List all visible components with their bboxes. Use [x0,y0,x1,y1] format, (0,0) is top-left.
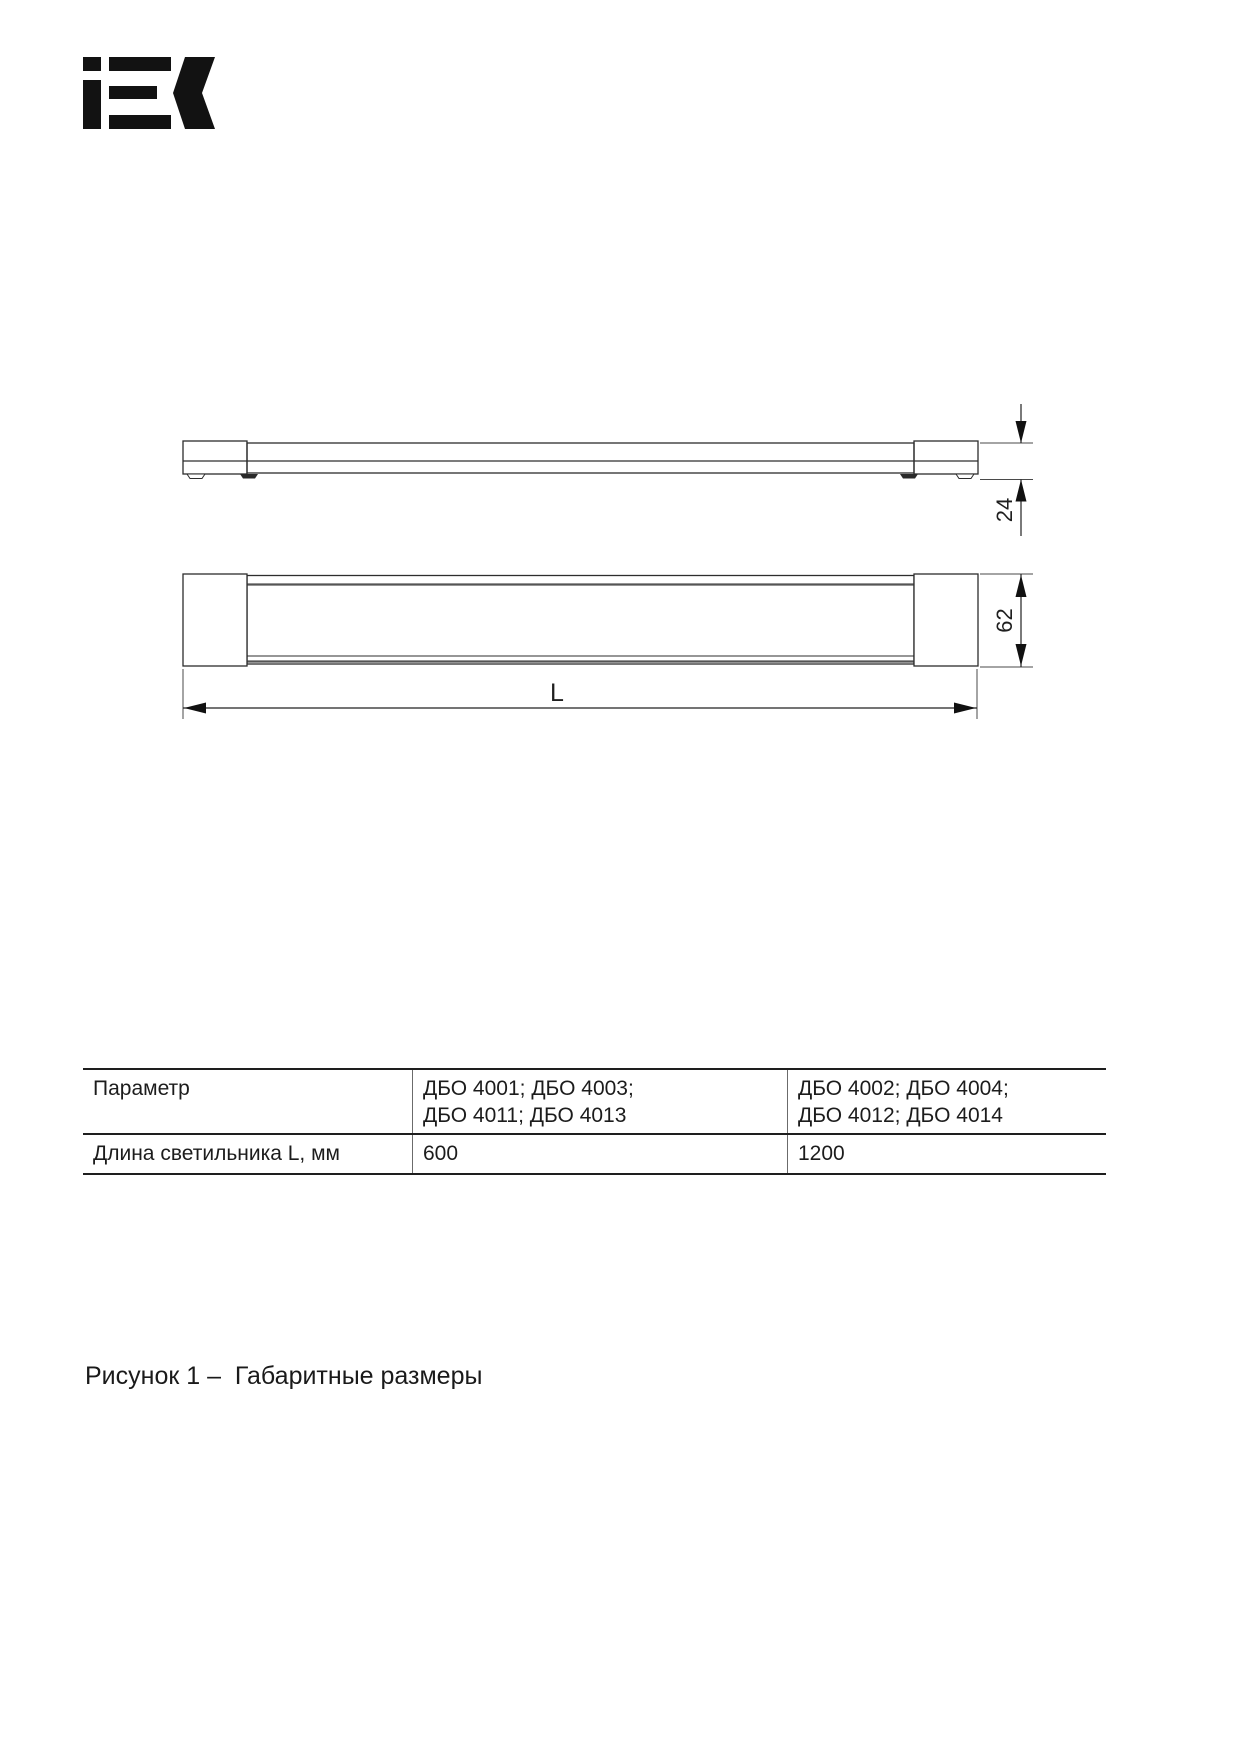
side-view [183,441,978,479]
front-view-body [247,576,914,665]
table-header-group2 [787,1070,1106,1133]
table-header-param: Параметр [93,1077,190,1100]
side-view-left-cap [183,441,247,474]
table-header-group1 [412,1070,787,1133]
table-row [83,1135,1106,1173]
dimension-24 [980,404,1033,536]
side-view-right-cap [914,441,978,474]
table-header-group1-line2: ДБО 4011; ДБО 4013 [423,1104,627,1127]
arrow-up-62 [1016,575,1027,597]
table-header-group1-line1: ДБО 4001; ДБО 4003; [423,1077,634,1100]
figure-caption: Рисунок 1 – Габаритные размеры [85,1362,483,1390]
front-view-left-cap [183,574,247,666]
mount-clip-left-outer [187,474,205,479]
dimension-62 [980,574,1033,667]
arrow-up-24 [1016,480,1027,502]
dimension-drawing [0,0,1239,790]
table-header-group2-line2: ДБО 4012; ДБО 4014 [798,1104,1003,1127]
arrow-down-24 [1016,421,1027,443]
mount-clip-right-inner [900,474,918,479]
dim-label-L: L [550,679,564,707]
side-view-body [247,443,914,473]
front-view [183,574,978,666]
dimension-L [183,669,977,719]
front-view-right-cap [914,574,978,666]
mount-clip-right-outer [956,474,974,479]
table-header-row [83,1070,1106,1135]
param-value-cell-long: 1200 [787,1135,1106,1173]
dim-label-24: 24 [992,497,1017,523]
arrow-down-62 [1016,644,1027,666]
table-header-group2-line1: ДБО 4002; ДБО 4004; [798,1077,1009,1100]
mount-clip-left-inner [240,474,258,479]
parameters-table [83,1068,1106,1175]
arrow-right-L [954,703,976,714]
dim-label-62: 62 [992,608,1017,633]
param-name-cell: Длина светильника L, мм [93,1142,340,1165]
arrow-left-L [184,703,206,714]
param-value-cell-short: 600 [412,1135,787,1173]
